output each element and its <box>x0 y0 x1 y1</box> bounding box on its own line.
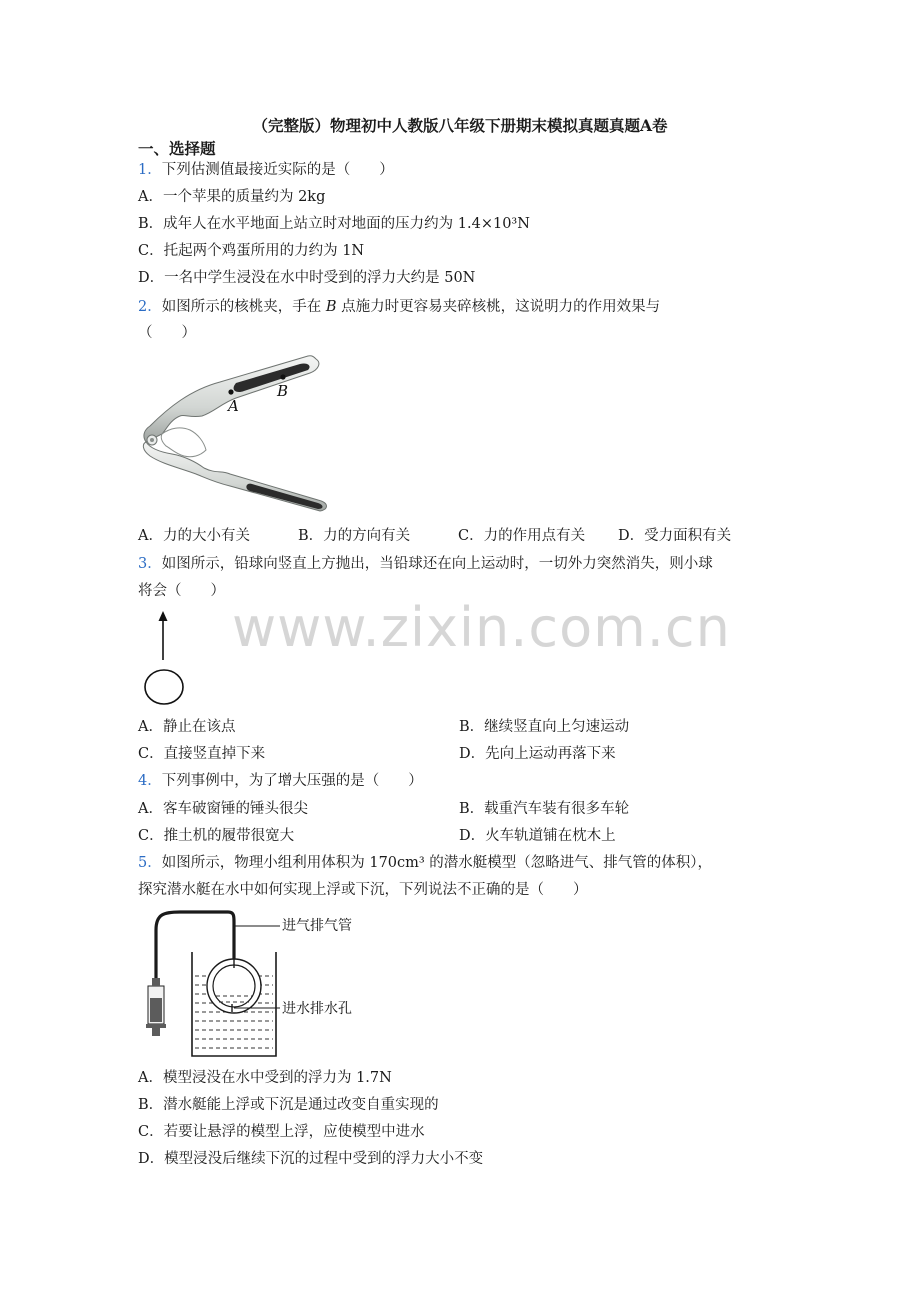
question-4-option-d: D．火车轨道铺在枕木上 <box>459 828 616 844</box>
question-3-option-b: B．继续竖直向上匀速运动 <box>459 719 630 735</box>
shot-put-figure <box>140 608 190 708</box>
question-2-text-pre: 如图所示的核桃夹，手在 <box>161 299 326 315</box>
hinge-pin-icon <box>150 438 154 442</box>
syringe-handle <box>152 1028 160 1036</box>
question-3-option-a: A．静止在该点 <box>138 719 236 735</box>
question-5-stem <box>138 853 712 873</box>
question-5-option-d: D．模型浸没后继续下沉的过程中受到的浮力大小不变 <box>138 1151 484 1167</box>
nutcracker-lower-grip <box>246 484 322 509</box>
question-2-option-c: C．力的作用点有关 <box>458 528 586 544</box>
question-5-number: 5． <box>138 855 162 871</box>
question-2-number: 2． <box>138 299 162 315</box>
question-4-text: 下列事例中，为了增大压强的是（ ） <box>161 773 423 789</box>
ball-circle <box>145 670 183 704</box>
question-5-option-b: B．潜水艇能上浮或下沉是通过改变自重实现的 <box>138 1097 439 1113</box>
pipe-label: 进气排气管 <box>282 918 352 934</box>
question-2-text-post: 点施力时更容易夹碎核桃，这说明力的作用效果与 <box>336 299 661 315</box>
section-heading: 一、选择题 <box>138 139 216 158</box>
question-2-point-b: B <box>325 299 337 315</box>
upward-arrow-icon <box>159 611 168 621</box>
question-3-number: 3． <box>138 556 162 572</box>
point-b-label: B <box>277 382 289 400</box>
submarine-model-figure <box>140 906 370 1062</box>
question-4-option-b: B．载重汽车装有很多车轮 <box>459 801 630 817</box>
question-5-text: 如图所示，物理小组利用体积为 170cm³ 的潜水艇模型（忽略进气、排气管的体积）， <box>161 855 713 871</box>
question-3-option-d: D．先向上运动再落下来 <box>459 746 616 762</box>
question-5-option-c: C．若要让悬浮的模型上浮，应使模型中进水 <box>138 1124 425 1140</box>
question-2-option-d: D．受力面积有关 <box>618 528 732 544</box>
syringe-plunger <box>150 998 162 1022</box>
question-2-stem-line2: （ ） <box>138 325 196 341</box>
question-3-stem <box>138 554 713 574</box>
question-1-stem <box>138 160 394 180</box>
question-3-stem-line2: 将会（ ） <box>138 583 225 599</box>
hole-label: 进水排水孔 <box>282 1001 352 1017</box>
question-1-option-a: A．一个苹果的质量约为 2kg <box>138 189 326 205</box>
question-1-option-d: D．一名中学生浸没在水中时受到的浮力大约是 50N <box>138 270 476 286</box>
question-1-number: 1． <box>138 162 162 178</box>
point-a-dot <box>228 389 233 394</box>
point-a-label: A <box>228 397 239 415</box>
question-5-option-a: A．模型浸没在水中受到的浮力为 1.7N <box>138 1070 392 1086</box>
question-2-option-b: B．力的方向有关 <box>298 528 411 544</box>
question-5-stem-line2: 探究潜水艇在水中如何实现上浮或下沉，下列说法不正确的是（ ） <box>138 882 588 898</box>
question-1-option-b: B．成年人在水平地面上站立时对地面的压力约为 1.4×10³N <box>138 216 530 232</box>
syringe-flange <box>146 1024 166 1028</box>
submarine-model-inner <box>213 965 255 1007</box>
nutcracker-jaw-gap <box>161 428 206 457</box>
question-4-number: 4． <box>138 773 162 789</box>
nutcracker-figure <box>140 350 340 515</box>
document-title: （完整版）物理初中人教版八年级下册期末模拟真题真题A卷 <box>252 116 668 135</box>
question-2-options <box>138 526 731 546</box>
watermark: www.zixin.com.cn <box>232 596 731 659</box>
question-1-text: 下列估测值最接近实际的是（ ） <box>161 162 394 178</box>
question-4-stem <box>138 771 423 791</box>
point-b-dot <box>280 374 285 379</box>
question-3-option-c: C．直接竖直掉下来 <box>138 746 266 762</box>
question-3-text: 如图所示，铅球向竖直上方抛出，当铅球还在向上运动时，一切外力突然消失，则小球 <box>161 556 713 572</box>
question-4-option-c: C．推土机的履带很宽大 <box>138 828 295 844</box>
question-4-option-a: A．客车破窗锤的锤头很尖 <box>138 801 308 817</box>
syringe-nozzle <box>152 978 160 986</box>
question-1-option-c: C．托起两个鸡蛋所用的力约为 1N <box>138 243 365 259</box>
question-2-stem <box>138 297 660 317</box>
question-2-option-a: A．力的大小有关 <box>138 528 250 544</box>
